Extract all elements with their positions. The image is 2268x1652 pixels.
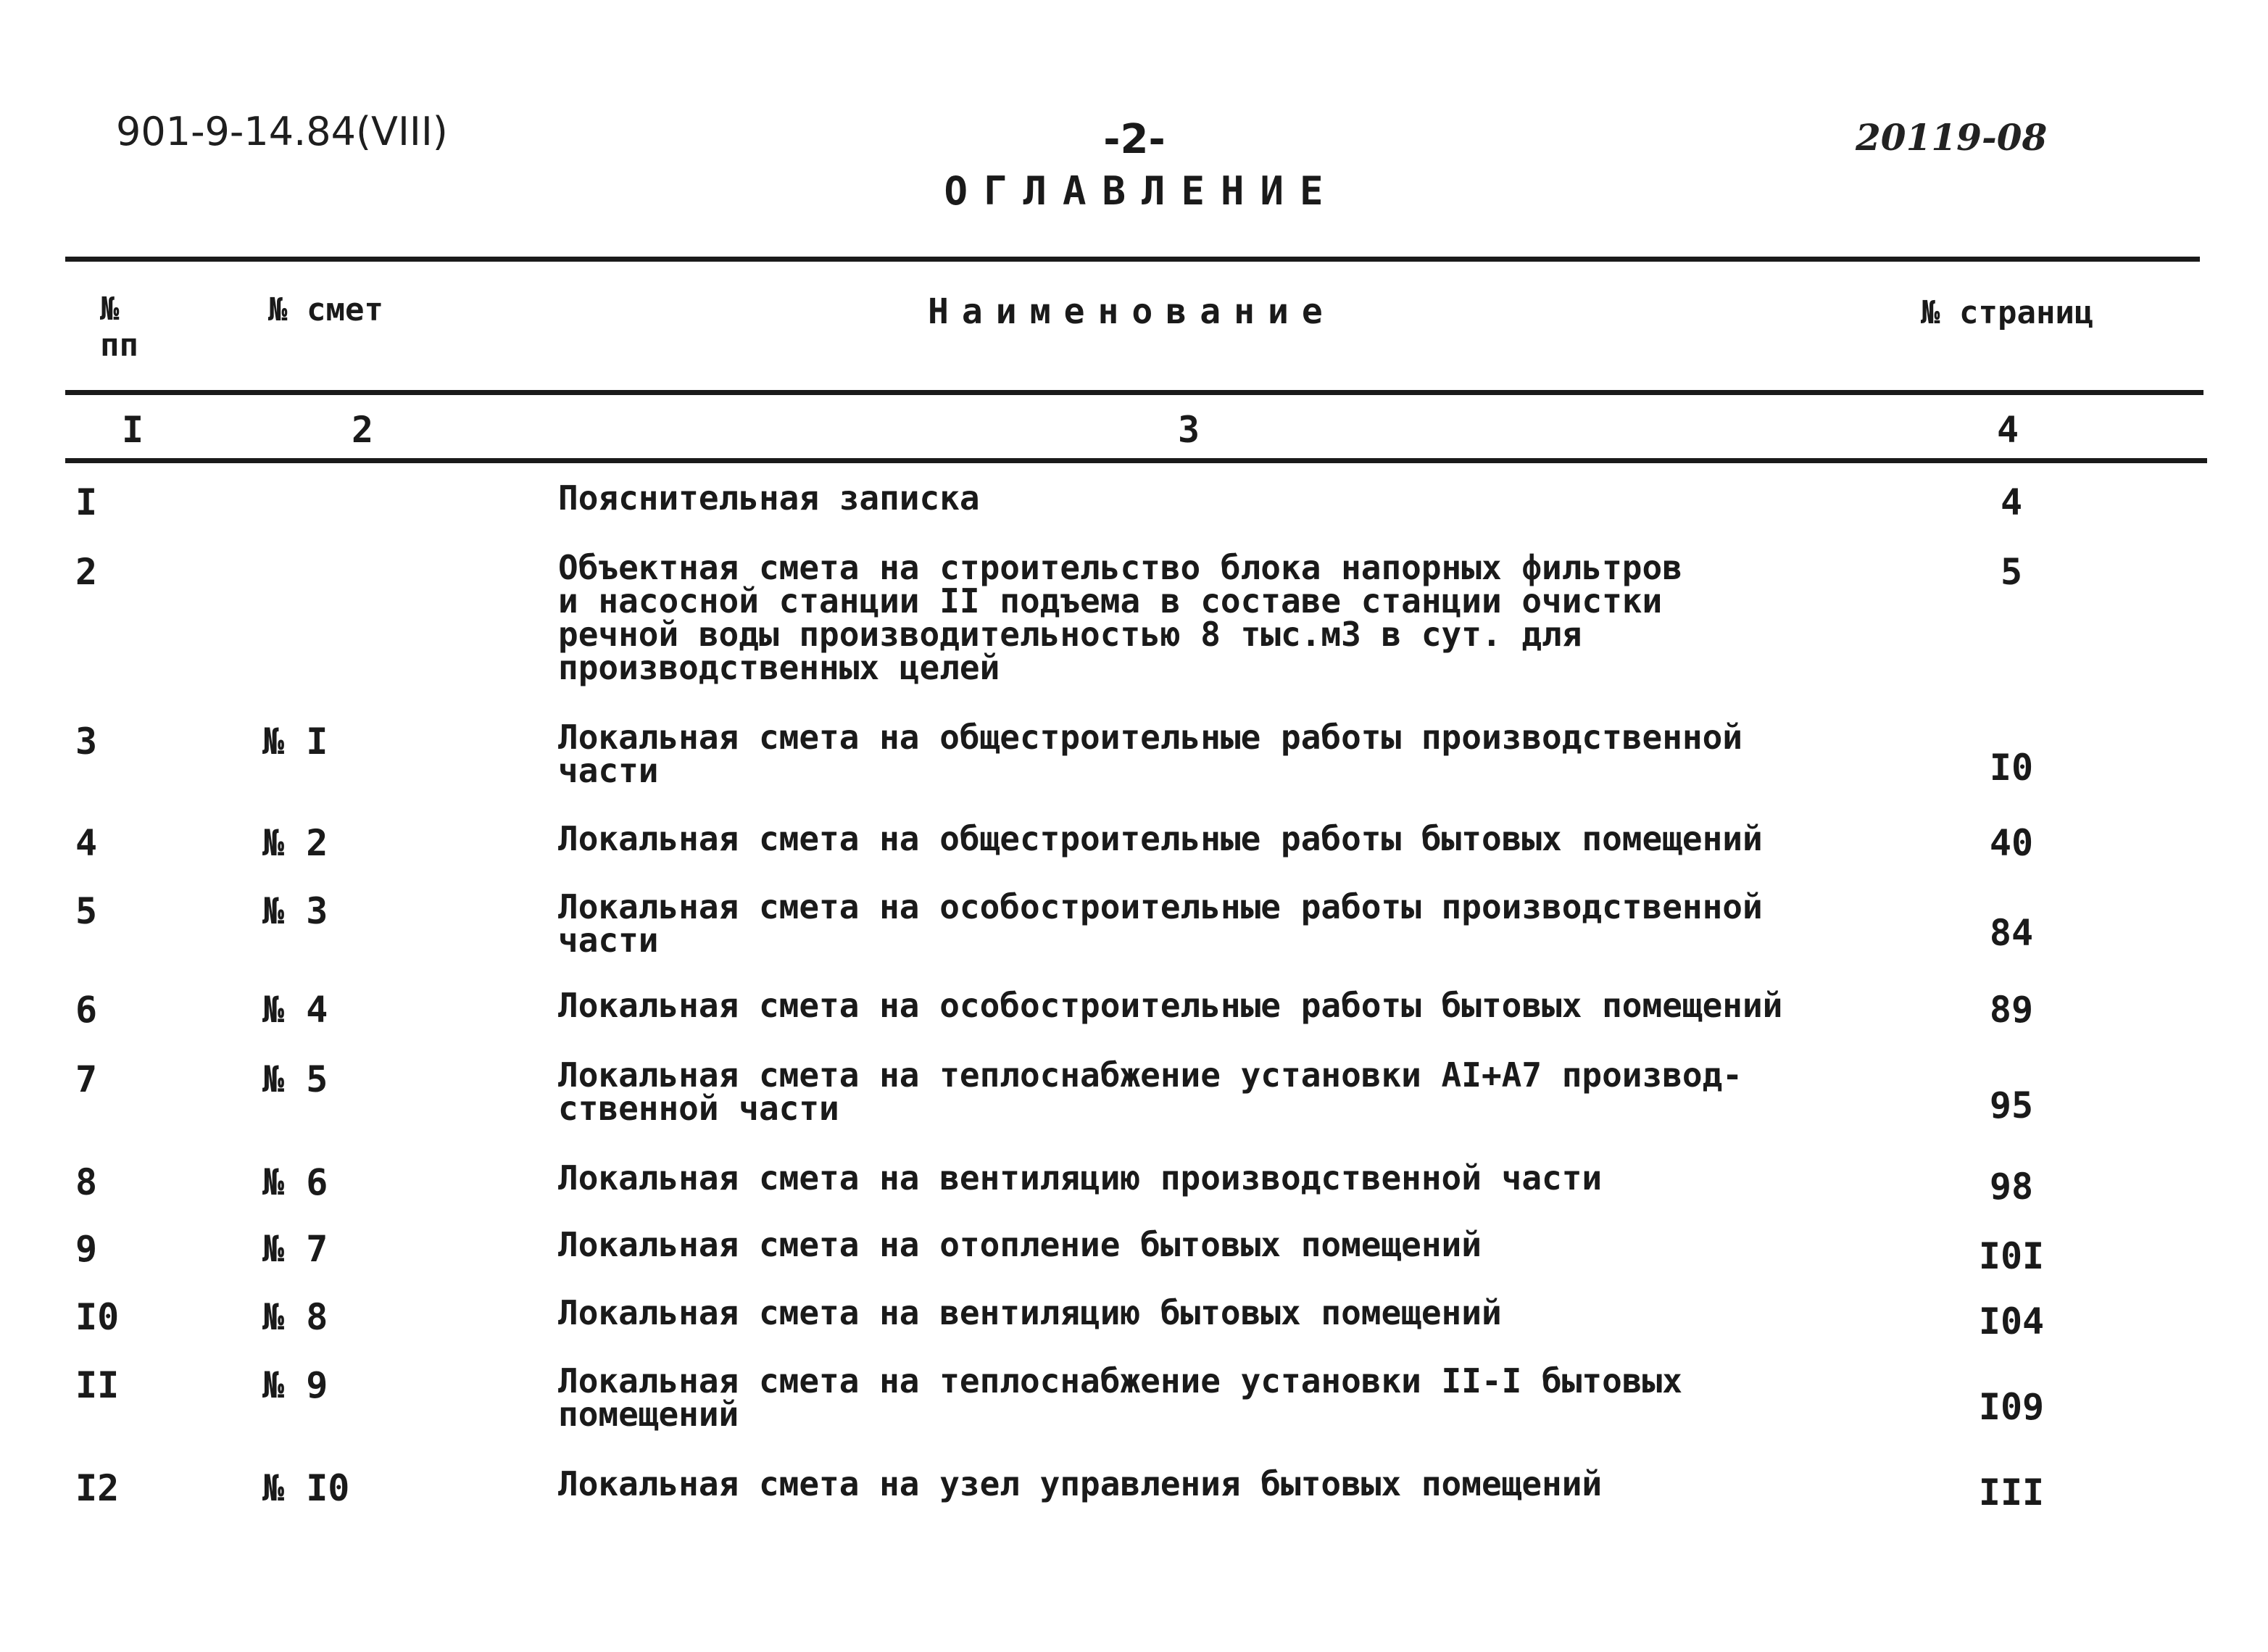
row-name: Локальная смета на теплоснабжение установки AI+A7 производ- ственной части — [558, 1055, 1742, 1128]
archive-number: 20119-08 — [1856, 116, 2048, 159]
page-title: ОГЛАВЛЕНИЕ — [944, 168, 1339, 214]
row-name: Локальная смета на вентиляцию производственной части — [558, 1158, 1603, 1198]
row-number: 6 — [75, 989, 98, 1031]
row-smeta: № 5 — [262, 1058, 328, 1100]
row-number: 5 — [75, 890, 98, 932]
row-smeta: № 9 — [262, 1364, 328, 1406]
row-page: 4 — [2000, 481, 2023, 523]
row-smeta: № 4 — [262, 989, 328, 1031]
row-smeta: № I0 — [262, 1467, 350, 1509]
row-page: 89 — [1989, 989, 2034, 1031]
row-smeta: № 7 — [262, 1228, 328, 1270]
row-page: 98 — [1989, 1166, 2034, 1208]
column-header-number: № пп — [100, 291, 138, 364]
row-name: Локальная смета на отопление бытовых помещений — [558, 1225, 1482, 1264]
row-page: 84 — [1989, 912, 2034, 954]
row-name: Пояснительная записка — [558, 478, 980, 518]
column-number-4: 4 — [1996, 409, 2019, 451]
page-mark: -2- — [1103, 116, 1166, 163]
row-name: Локальная смета на общестроительные работы бытовых помещений — [558, 819, 1763, 858]
row-page: 5 — [2000, 551, 2023, 593]
row-smeta: № I — [262, 721, 328, 763]
row-name: Объектная смета на строительство блока напорных фильтров и насосной станции II подъема в составе станции очистки речной воды производительностью 8 тыс.м3 в сут. для производственных целей — [558, 548, 1682, 687]
row-page: I0I — [1978, 1235, 2045, 1277]
row-page: 40 — [1989, 822, 2034, 864]
row-number: I — [75, 481, 98, 523]
column-header-smeta: № смет — [268, 291, 383, 328]
document-code: 901-9-14.84(VIII) — [116, 109, 448, 154]
row-number: I2 — [75, 1467, 120, 1509]
row-name: Локальная смета на общестроительные работы производственной части — [558, 718, 1742, 790]
row-page: I04 — [1978, 1300, 2045, 1342]
row-page: I0 — [1989, 747, 2034, 789]
row-smeta: № 2 — [262, 822, 328, 864]
colnum-bottom-rule — [65, 458, 2207, 463]
row-number: II — [75, 1364, 120, 1406]
row-number: 9 — [75, 1228, 98, 1270]
row-smeta: № 6 — [262, 1161, 328, 1203]
column-number-1: I — [121, 409, 144, 451]
row-name: Локальная смета на особостроительные работы бытовых помещений — [558, 986, 1783, 1025]
row-number: 3 — [75, 721, 98, 763]
column-number-2: 2 — [351, 409, 374, 451]
row-number: 2 — [75, 551, 98, 593]
column-number-3: 3 — [1177, 409, 1200, 451]
column-header-name: Наименование — [928, 291, 1336, 332]
row-page: 95 — [1989, 1084, 2034, 1126]
header-bottom-rule — [65, 390, 2203, 395]
row-number: I0 — [75, 1296, 120, 1338]
row-number: 7 — [75, 1058, 98, 1100]
row-name: Локальная смета на узел управления бытовых помещений — [558, 1464, 1603, 1503]
row-name: Локальная смета на вентиляцию бытовых помещений — [558, 1293, 1502, 1332]
row-page: I09 — [1978, 1386, 2045, 1428]
row-smeta: № 8 — [262, 1296, 328, 1338]
column-header-page: № страниц — [1921, 294, 2094, 331]
row-page: III — [1978, 1472, 2045, 1514]
row-number: 8 — [75, 1161, 98, 1203]
row-name: Локальная смета на особостроительные работы производственной части — [558, 887, 1763, 960]
row-name: Локальная смета на теплоснабжение установки II-I бытовых помещений — [558, 1361, 1682, 1434]
table-top-rule — [65, 257, 2200, 262]
row-number: 4 — [75, 822, 98, 864]
row-smeta: № 3 — [262, 890, 328, 932]
